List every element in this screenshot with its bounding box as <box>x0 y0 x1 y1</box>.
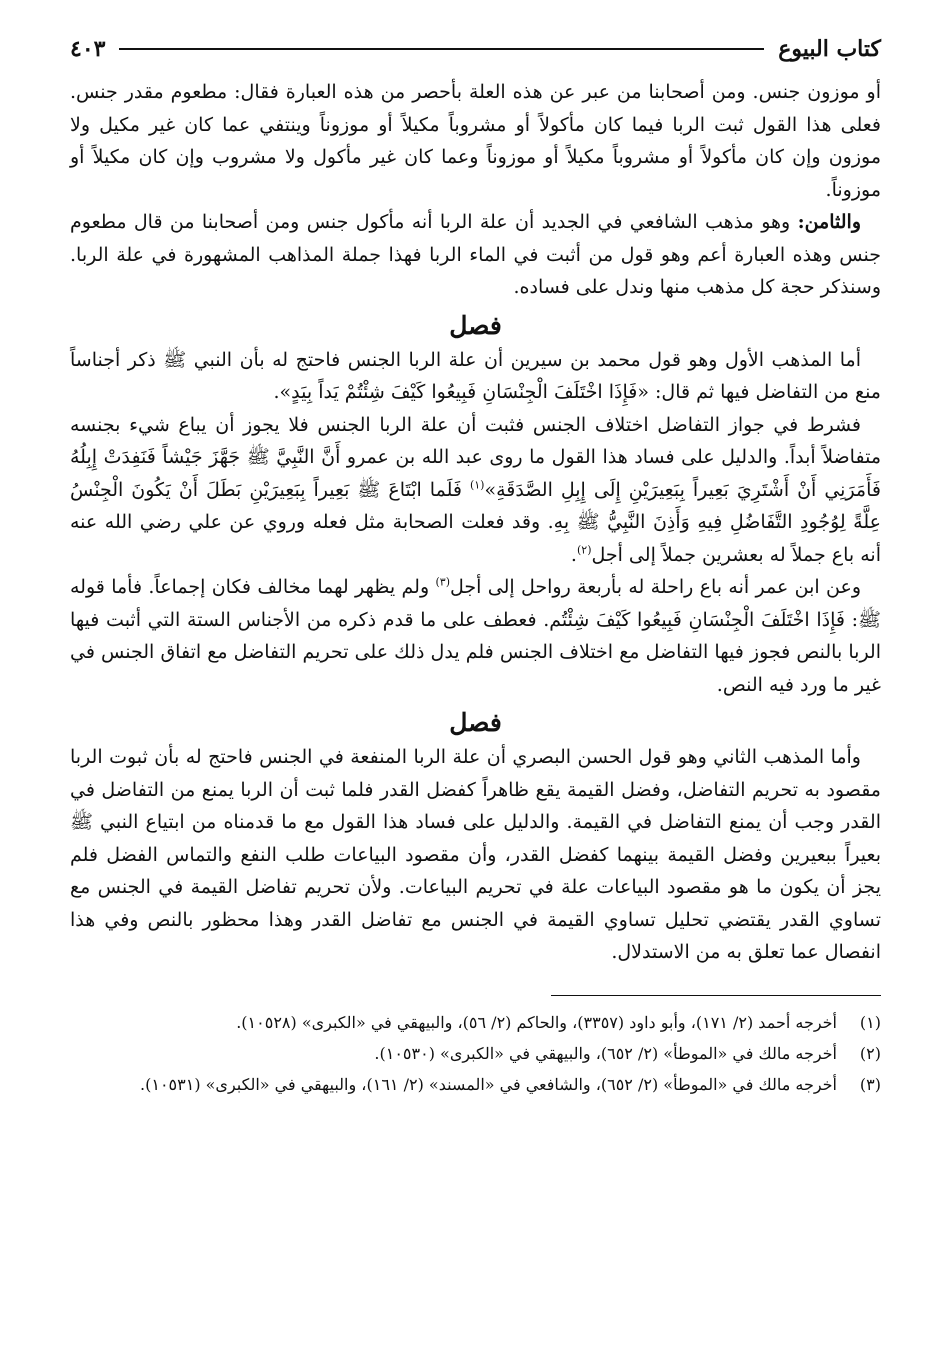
footnote-number: (١) <box>859 1012 881 1032</box>
footnote-number: (٢) <box>859 1043 881 1063</box>
paragraph-1: أو موزون جنس. ومن أصحابنا من عبر عن هذه العلة بأحصر من هذه العبارة فقال: مطعوم مقدر جنس. فعلى هذا القول ثبت الربا فيما كان مأكولاً أو مشروباً مكيلاً أو موزوناً وينتفي عما كان غير مكيل ولا موزون وإن كان مأكولاً أو مشروباً مكيلاً أو موزوناً وعما كان غير مأكول ولا مشروب وإن كان مكيلاً أو موزوناً. <box>70 81 881 201</box>
paragraph-2 <box>70 206 881 304</box>
footnote-ref-3[interactable]: (٣) <box>435 575 450 589</box>
footnotes <box>70 1008 881 1099</box>
page-header <box>70 30 881 68</box>
paragraph-4 <box>70 409 881 572</box>
footnote-text: أخرجه أحمد (٢/ ١٧١)، وأبو داود (٣٣٥٧)، والحاكم (٢/ ٥٦)، والبيهقي في «الكبرى» (١٠٥٢٨). <box>236 1012 837 1032</box>
footnote-text: أخرجه مالك في «الموطأ» (٢/ ٦٥٢)، والبيهقي في «الكبرى» (١٠٥٣٠). <box>374 1043 837 1063</box>
paragraph-4-end: . <box>570 543 577 566</box>
footnote-ref-1[interactable]: (١) <box>469 478 485 492</box>
footnote-1 <box>70 1008 881 1037</box>
page-body <box>70 76 881 969</box>
paragraph-2-text: وهو مذهب الشافعي في الجديد أن علة الربا أنه مأكول جنس ومن أصحابنا من قال مطعوم جنس وهذه العبارة أعم وهو قول من أثبت في الماء الربا فهذا جملة المذاهب المشهورة في علة الربا. وسنذكر حجة كل مذهب منها وندل على فساده. <box>70 211 881 298</box>
page-number: ٤٠٣ <box>70 36 106 62</box>
book-page <box>70 30 881 1350</box>
footnote-text: أخرجه مالك في «الموطأ» (٢/ ٦٥٢)، والشافعي في «المسند» (٢/ ١٦١)، والبيهقي في «الكبرى» (١٠٥٣١). <box>140 1074 837 1094</box>
paragraph-2-lead: والثامن: <box>797 211 861 233</box>
paragraph-3: أما المذهب الأول وهو قول محمد بن سيرين أن علة الربا الجنس فاحتج له بأن النبي ﷺ ذكر أجناساً منع من التفاضل فيها ثم قال: «فَإِذَا اخْتَلَفَ الْجِنْسَانِ فَبِيعُوا كَيْفَ شِئْتُمْ يَداً بِيَدٍ». <box>70 348 881 403</box>
footnote-separator-wrap <box>70 969 881 996</box>
footnote-3 <box>70 1070 881 1099</box>
footnote-ref-2[interactable]: (٢) <box>576 543 592 557</box>
section-heading-1: فصل <box>449 310 502 340</box>
paragraph-5-text: وعن ابن عمر أنه باع راحلة له بأربعة رواحل إلى أجل <box>449 576 862 598</box>
paragraph-6: وأما المذهب الثاني وهو قول الحسن البصري أن علة الربا المنفعة في الجنس فاحتج له بأن ثبوت الربا مقصود به تحريم التفاضل، وفضل القيمة يقع ظاهراً كفضل القدر فلما ثبت أن الربا يمنع من التفاضل في القدر وجب أن يمنع التفاضل في القيمة. والدليل على فساد هذا القول مع ما قدمناه من ابتياع النبي ﷺ بعيراً ببعيرين وفضل القيمة بينهما كفضل القدر، وأن مقصود البياعات طلب النفع والتماس الفضل فلم يجز أن يكون ما هو مقصود البياعات علة في تحريم البياعات. ولأن تحريم تفاضل القيمة في الجنس مع تساوي القدر يقتضي تحليل تساوي القيمة في الجنس مع تفاضل القدر وهذا محظور بالنص وفي هذا انفصال عما تعلق به من الاستدلال. <box>70 746 881 963</box>
paragraph-4-continued: فَلَما ابْتَاعَ ﷺ بَعِيراً بِبَعِيرَيْنِ بَطَلَ أَنْ يَكُونَ الْجِنْسُ عِلَّةً لِوُجُودِ التَّفَاضُلِ فِيهِ وَأَذِنَ النَّبِيُّ ﷺ بِهِ. وقد فعلت الصحابة مثل فعله وروي عن علي رضي الله عنه أنه باع جملاً له بعشرين جملاً إلى أجل <box>70 478 881 566</box>
paragraph-4-text: فشرط في جواز التفاضل اختلاف الجنس فثبت أن علة الربا الجنس فلا يجوز أن يباع شيء بجنسه متفاضلاً أبداً. والدليل على فساد هذا القول ما روى عبد الله بن عمرو أَنَّ النَّبِيَّ ﷺ جَهَّزَ جَيْشاً فَنَفِدَتْ إِبِلُهُ فَأَمَرَنِي أَنْ أَشْتَرِيَ بَعِيراً بِبَعِيرَيْنِ إِلَى إِبِلِ الصَّدَقَةِ» <box>70 413 881 501</box>
section-heading-2: فصل <box>449 708 502 737</box>
footnote-2 <box>70 1039 881 1068</box>
footnote-number: (٣) <box>859 1074 881 1094</box>
footnote-separator <box>551 995 881 996</box>
paragraph-5-continued: ولم يظهر لهما مخالف فكان إجماعاً. فأما قوله ﷺ: فَإِذَا اخْتَلَفَ الْجِنْسَانِ فَبِيعُوا كَيْفَ شِئْتُم. فعطف على ما قدم ذكره من الأجناس الستة التي أثبت فيها الربا بالنص فجوز فيها التفاضل مع اختلاف الجنس فلم يدل ذلك على تحريم التفاضل مع اتفاق الجنس في غير ما ورد فيه النص. <box>70 576 881 696</box>
paragraph-5 <box>70 571 881 701</box>
running-title: كتاب البيوع <box>778 36 881 62</box>
header-rule <box>119 48 764 50</box>
